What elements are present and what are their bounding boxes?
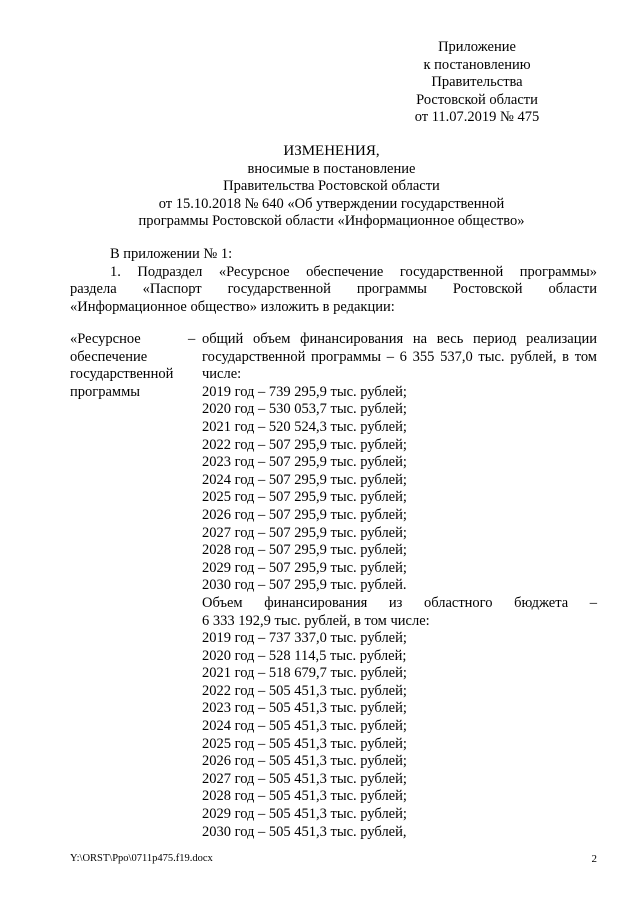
title-line: Правительства Ростовской области xyxy=(223,178,440,195)
label-line: «Ресурсное xyxy=(70,331,141,347)
total-year-line: 2024 год – 507 295,9 тыс. рублей; xyxy=(202,471,407,488)
regional-year-line: 2022 год – 505 451,3 тыс. рублей; xyxy=(202,682,407,699)
item-line: раздела «Паспорт государственной программы Ростовской области xyxy=(70,281,597,298)
regional-funding-line: Объем финансирования из областного бюджета – xyxy=(202,594,597,611)
label-line: обеспечение xyxy=(70,348,148,365)
total-funding-line: числе: xyxy=(202,366,242,383)
annex-reference: В приложении № 1: xyxy=(110,246,233,262)
total-year-line: 2022 год – 507 295,9 тыс. рублей; xyxy=(202,436,407,453)
appendix-line: Приложение xyxy=(438,39,516,55)
regional-year-line: 2024 год – 505 451,3 тыс. рублей; xyxy=(202,718,407,735)
total-funding-line: государственной программы – 6 355 537,0 тыс. рублей, в том xyxy=(202,348,597,365)
regional-year-line: 2030 год – 505 451,3 тыс. рублей, xyxy=(202,823,407,840)
total-year-line: 2027 год – 507 295,9 тыс. рублей; xyxy=(202,524,407,541)
regional-funding-line: 6 333 192,9 тыс. рублей, в том числе: xyxy=(202,612,430,629)
total-funding-line: общий объем финансирования на весь период реализации xyxy=(202,331,597,347)
document-title xyxy=(73,143,590,231)
appendix-line: к постановлению xyxy=(423,56,531,73)
file-path: Y:\ORST\Ppo\0711p475.f19.docx xyxy=(70,853,213,864)
label-line: программы xyxy=(70,383,140,400)
total-year-line: 2030 год – 507 295,9 тыс. рублей. xyxy=(202,577,407,594)
label-line: государственной xyxy=(70,366,174,383)
title-line: от 15.10.2018 № 640 «Об утверждении государственной xyxy=(158,195,505,212)
total-year-line: 2025 год – 507 295,9 тыс. рублей; xyxy=(202,489,407,506)
total-year-line: 2020 год – 530 053,7 тыс. рублей; xyxy=(202,401,407,418)
total-year-line: 2029 год – 507 295,9 тыс. рублей; xyxy=(202,559,407,576)
regional-year-line: 2021 год – 518 679,7 тыс. рублей; xyxy=(202,665,407,682)
total-year-line: 2023 год – 507 295,9 тыс. рублей; xyxy=(202,454,407,471)
section-label xyxy=(70,331,185,401)
appendix-line: Правительства xyxy=(431,74,523,91)
title-line: программы Ростовской области «Информационное общество» xyxy=(138,213,525,230)
item-line: 1. Подраздел «Ресурсное обеспечение государственной программы» xyxy=(110,263,597,280)
appendix-line: Ростовской области xyxy=(416,91,538,108)
regional-year-line: 2029 год – 505 451,3 тыс. рублей; xyxy=(202,806,407,823)
regional-year-line: 2027 год – 505 451,3 тыс. рублей; xyxy=(202,770,407,787)
item-line: «Информационное общество» изложить в редакции: xyxy=(70,298,395,315)
appendix-line: от 11.07.2019 № 475 xyxy=(414,109,540,126)
total-year-line: 2019 год – 739 295,9 тыс. рублей; xyxy=(202,383,407,400)
title-line: вносимые в постановление xyxy=(247,160,416,177)
title-heading: ИЗМЕНЕНИЯ, xyxy=(283,143,380,159)
total-year-line: 2026 год – 507 295,9 тыс. рублей; xyxy=(202,506,407,523)
regional-year-line: 2019 год – 737 337,0 тыс. рублей; xyxy=(202,630,407,647)
section-body xyxy=(202,331,597,841)
total-year-line: 2021 год – 520 524,3 тыс. рублей; xyxy=(202,418,407,435)
regional-year-line: 2025 год – 505 451,3 тыс. рублей; xyxy=(202,735,407,752)
regional-year-line: 2020 год – 528 114,5 тыс. рублей; xyxy=(202,647,407,664)
regional-year-line: 2028 год – 505 451,3 тыс. рублей; xyxy=(202,788,407,805)
total-year-line: 2028 год – 507 295,9 тыс. рублей; xyxy=(202,542,407,559)
regional-year-line: 2023 год – 505 451,3 тыс. рублей; xyxy=(202,700,407,717)
appendix-block xyxy=(387,39,567,127)
label-dash: – xyxy=(188,331,196,347)
page-number: 2 xyxy=(591,853,597,865)
intro-paragraph xyxy=(70,246,597,316)
regional-year-line: 2026 год – 505 451,3 тыс. рублей; xyxy=(202,753,407,770)
